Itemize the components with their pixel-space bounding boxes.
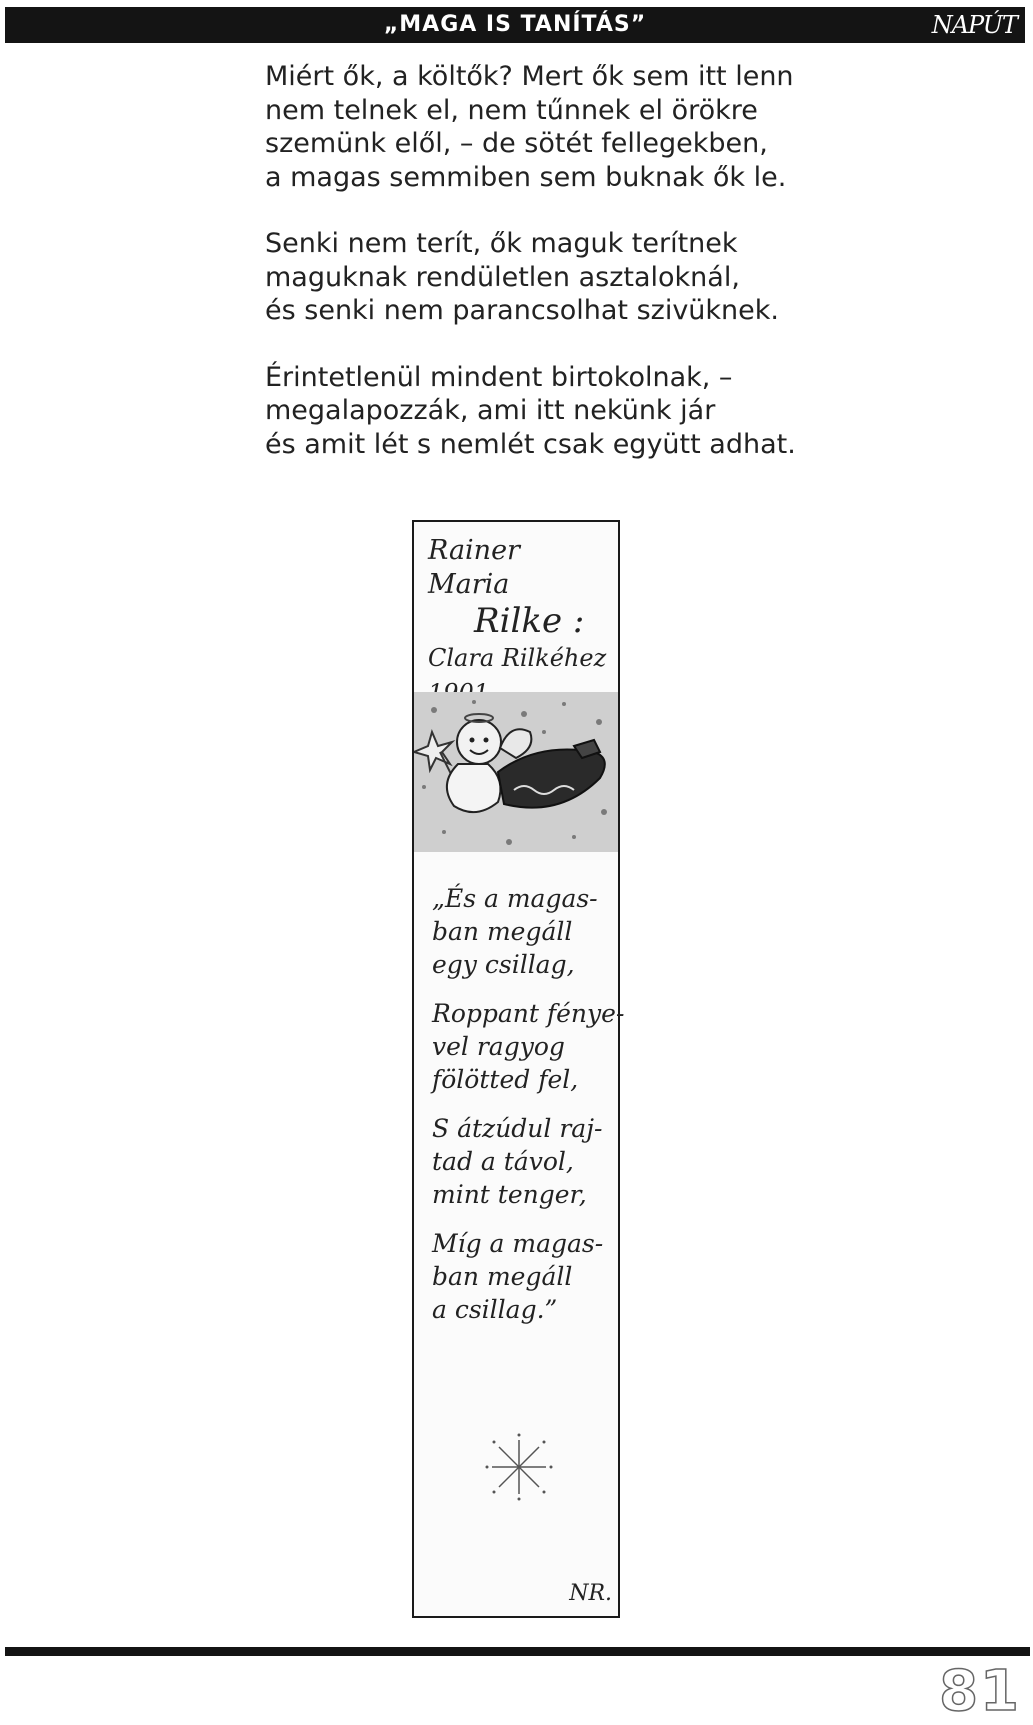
- quote-line: egy csillag,: [432, 950, 575, 979]
- quote-line: a csillag.”: [432, 1295, 558, 1324]
- bookmark-illustration: [412, 520, 625, 1618]
- quote-line: fölötted fel,: [432, 1065, 579, 1094]
- poem-line: megalapozzák, ami itt nekünk jár: [265, 395, 716, 426]
- poem-line: Érintetlenül mindent birtokolnak, –: [265, 361, 733, 393]
- section-title: „MAGA IS TANÍTÁS”: [383, 12, 647, 37]
- quote-stanza: [432, 997, 625, 1096]
- journal-logo: NAPÚT: [931, 11, 1017, 39]
- quote-stanza: [432, 1112, 610, 1211]
- poem-line: Senki nem terít, ők maguk terítnek: [265, 228, 738, 259]
- poem-text: [265, 60, 885, 494]
- poem-line: és senki nem parancsolhat szivüknek.: [265, 295, 779, 326]
- bookmark-author-last: Rilke :: [474, 601, 585, 641]
- stanza: [265, 227, 885, 328]
- quote-line: ban megáll: [432, 917, 573, 946]
- footer-rule: [5, 1647, 1030, 1656]
- star-icon: [484, 1432, 554, 1502]
- page-number: 81: [939, 1659, 1021, 1724]
- quote-line: ban megáll: [432, 1262, 573, 1291]
- poem-line: a magas semmiben sem buknak ők le.: [265, 161, 787, 193]
- poem-line: és amit lét s nemlét csak együtt adhat.: [265, 428, 796, 460]
- quote-line: mint tenger,: [432, 1180, 587, 1209]
- quote-line: S átzúdul raj-: [432, 1114, 603, 1143]
- quote-line: Roppant fénye-: [432, 999, 625, 1028]
- poem-line: szemünk elől, – de sötét fellegekben,: [265, 128, 768, 159]
- quote-stanza: [432, 1227, 610, 1326]
- bookmark-quote: [432, 882, 625, 1342]
- running-header: [5, 7, 1025, 43]
- stanza: [265, 60, 885, 194]
- artist-signature: NR.: [569, 1581, 612, 1606]
- bookmark-author-first: Rainer Maria: [428, 535, 520, 600]
- quote-stanza: [432, 882, 610, 981]
- quote-line: „És a magas-: [432, 884, 598, 913]
- bookmark-dedication: Clara Rilkéhez: [428, 644, 607, 672]
- angel-illustration: [414, 692, 618, 852]
- quote-line: Míg a magas-: [432, 1229, 604, 1258]
- stanza: [265, 361, 885, 462]
- quote-line: vel ragyog: [432, 1032, 565, 1061]
- poem-line: maguknak rendületlen asztaloknál,: [265, 261, 740, 293]
- quote-line: tad a távol,: [432, 1147, 574, 1176]
- poem-line: Miért ők, a költők? Mert ők sem itt lenn: [265, 61, 794, 92]
- poem-line: nem telnek el, nem tűnnek el örökre: [265, 94, 758, 126]
